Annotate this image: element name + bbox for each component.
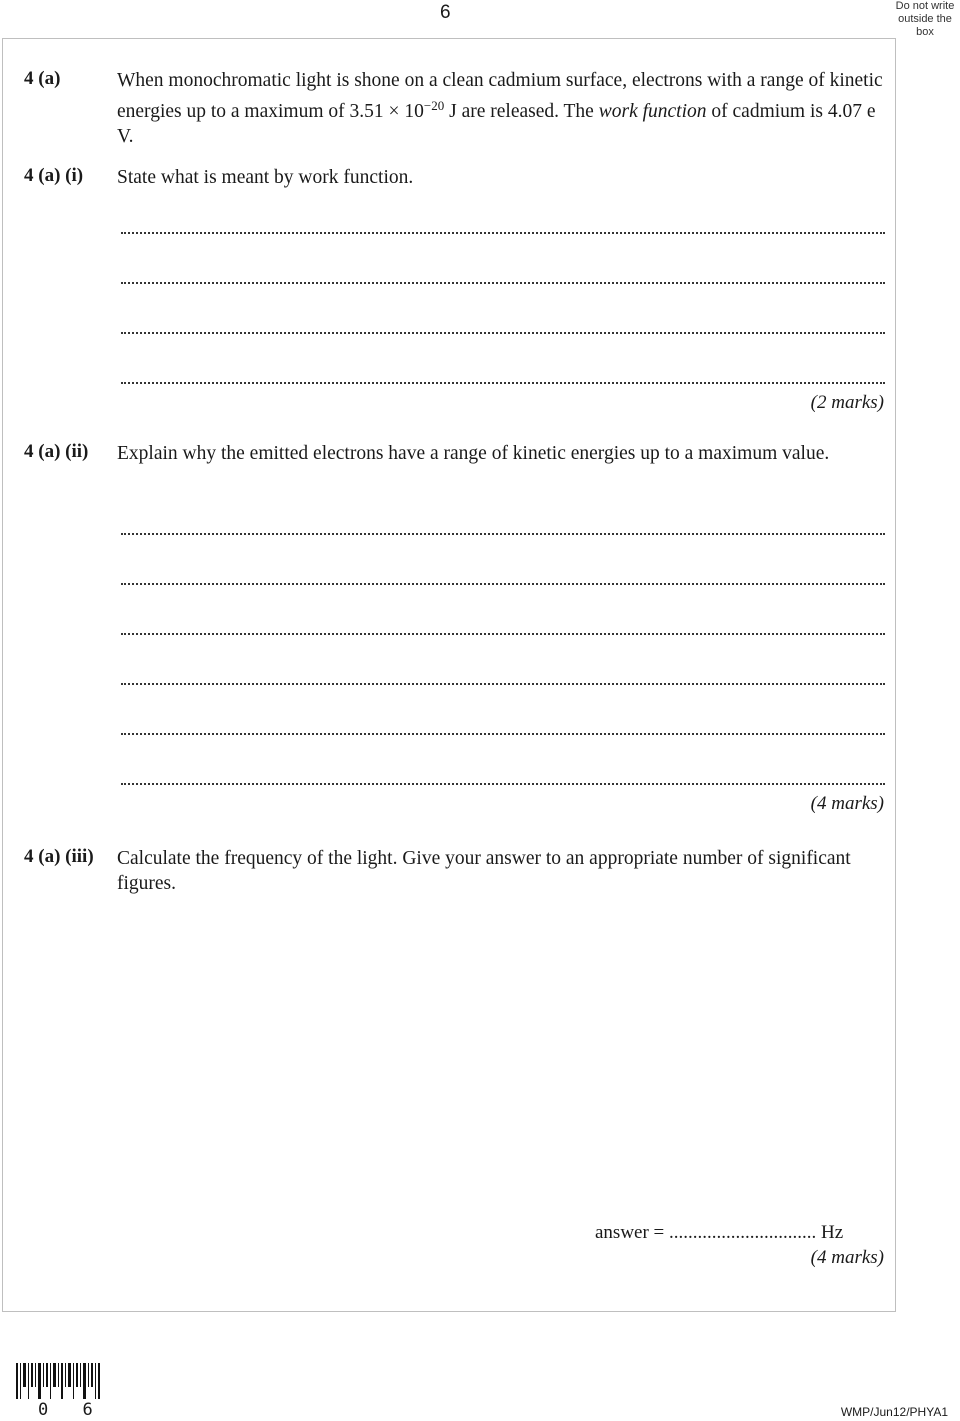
barcode-icon [16, 1363, 100, 1399]
question-4a-text [117, 68, 887, 149]
question-4ai-label: 4 (a) (i) [24, 165, 84, 186]
work-function-term: work function [598, 101, 707, 122]
margin-note-line-1: Do not write [895, 0, 955, 12]
answer-line[interactable] [121, 733, 885, 735]
margin-note-line-3: box [916, 26, 934, 38]
margin-note-line-2: outside the [898, 13, 952, 25]
answer-unit: Hz [816, 1222, 844, 1243]
question-4aii-label: 4 (a) (ii) [24, 441, 89, 462]
answer-line[interactable] [121, 533, 885, 535]
footer-code: WMP/Jun12/PHYA1 [840, 1405, 948, 1419]
answer-line[interactable] [121, 332, 885, 334]
marks-4ai: (2 marks) [810, 392, 884, 413]
answer-line[interactable] [121, 633, 885, 635]
answer-blank[interactable]: ............................... [669, 1222, 817, 1243]
question-4aiii-label: 4 (a) (iii) [24, 846, 94, 867]
question-4aiii-text: Calculate the frequency of the light. Give your answer to an appropriate number of significant figures. [117, 848, 851, 894]
answer-box-frame [2, 38, 896, 1312]
page-number: 6 [440, 2, 451, 23]
question-4ai-text: State what is meant by work function. [117, 167, 414, 188]
answer-field[interactable] [595, 1222, 843, 1244]
answer-line[interactable] [121, 282, 885, 284]
answer-line[interactable] [121, 232, 885, 234]
marks-4aiii: (4 marks) [810, 1247, 884, 1268]
question-4a-text-part-1: When monochromatic light is shone on a clean cadmium surface, electrons with a range of kinetic energies up to a maximum of 3.51 × 10 [117, 70, 883, 122]
answer-line[interactable] [121, 783, 885, 785]
margin-note [890, 0, 960, 39]
answer-line[interactable] [121, 683, 885, 685]
exponent: −20 [423, 98, 445, 113]
barcode-digits: 0 6 [38, 1400, 105, 1420]
marks-4aii: (4 marks) [810, 793, 884, 814]
question-4a-text-part-2: J are released. The [444, 101, 599, 122]
question-4aii-text: Explain why the emitted electrons have a range of kinetic energies up to a maximum value. [117, 443, 830, 464]
answer-line[interactable] [121, 583, 885, 585]
answer-prefix: answer = [595, 1222, 670, 1243]
question-4a-label: 4 (a) [24, 68, 61, 89]
answer-line[interactable] [121, 382, 885, 384]
question-4a-text-part-3: of cadmium is 4.07 e V. [117, 101, 876, 147]
